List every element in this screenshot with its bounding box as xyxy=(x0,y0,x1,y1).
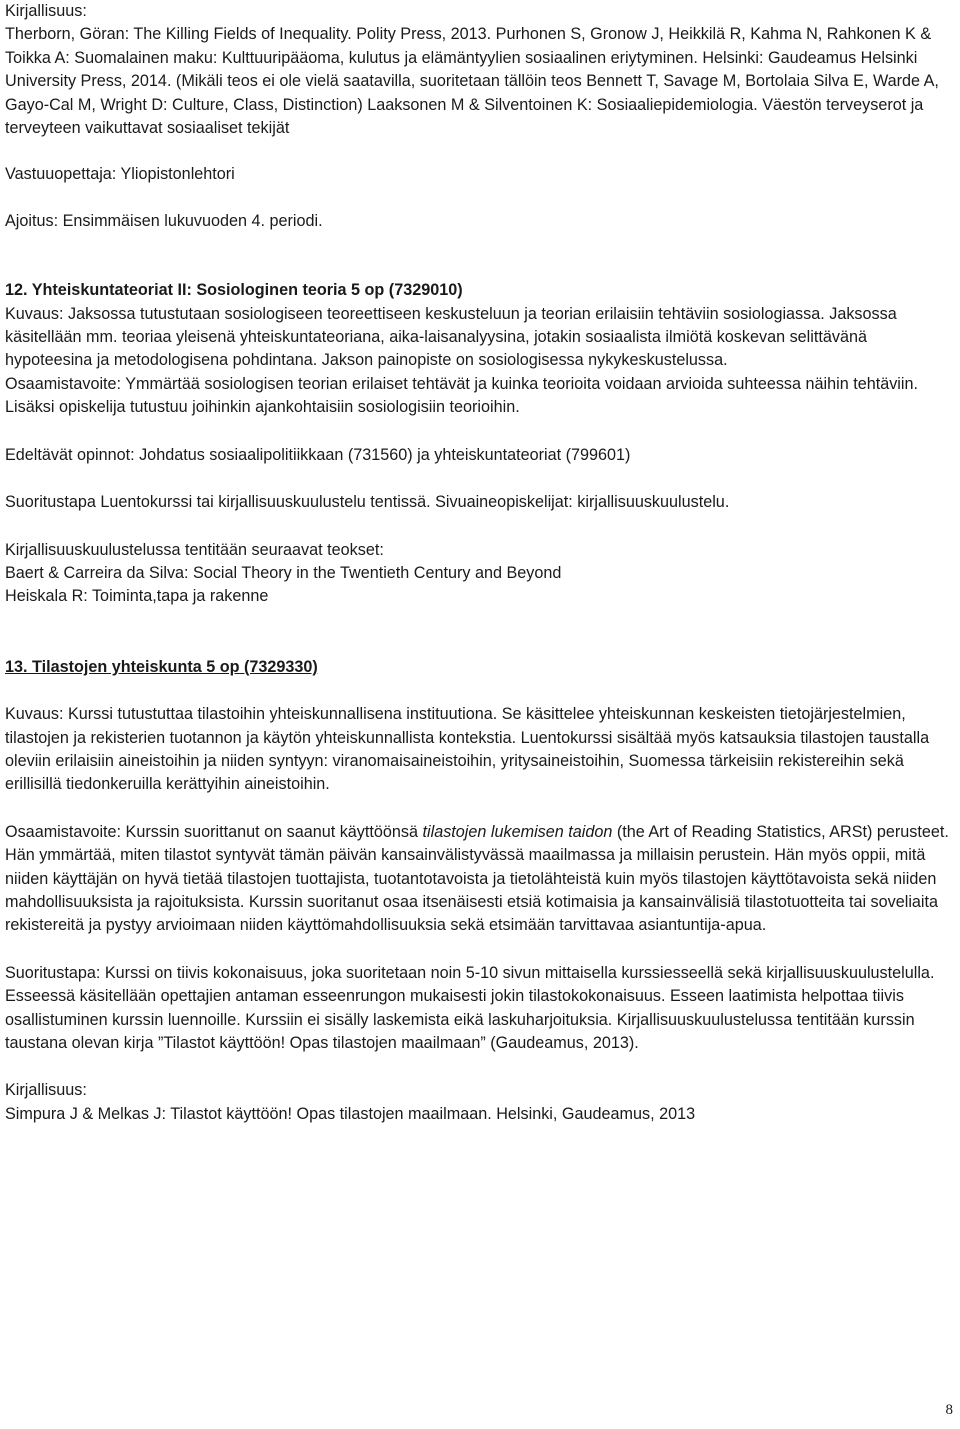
course-12-book-2: Heiskala R: Toiminta,tapa ja rakenne xyxy=(5,587,269,606)
course-13-objective xyxy=(5,821,950,938)
course-12-description: Kuvaus: Jaksossa tutustutaan sosiologiseen teoreettiseen keskusteluun ja teorian erilaisiin tehtäviin sosiologiassa. Jaksossa käsitellään mm. teoriaa yleisenä yhteiskuntateoriana, aika-laisanalyysina, jotakin sosiaalista ilmiötä koskevan selittävänä hypoteesina ja metodologisena pohdintana. Jakson painopiste on sosiologisessa nykykeskustelussa. xyxy=(5,304,897,370)
course-12-exam-books-label: Kirjallisuuskuulustelussa tentitään seuraavat teokset: xyxy=(5,540,384,559)
course-12-objective: Osaamistavoite: Ymmärtää sosiologisen teorian erilaiset tehtävät ja kuinka teorioita voidaan arvioida suhteessa näihin tehtäviin. Lisäksi opiskelija tutustuu joihinkin ajankohtaisiin sosiologisiin teorioihin. xyxy=(5,374,919,417)
course-13-literature-label: Kirjallisuus: xyxy=(5,1081,87,1100)
course-13-literature-text: Simpura J & Melkas J: Tilastot käyttöön! Opas tilastojen maailmaan. Helsinki, Gaudeamus, 2013 xyxy=(5,1104,696,1123)
course-12-completion: Suoritustapa Luentokurssi tai kirjallisuuskuulustelu tentissä. Sivuaineopiskelijat: kirjallisuuskuulustelu. xyxy=(5,493,730,512)
course-12-book-1: Baert & Carreira da Silva: Social Theory in the Twentieth Century and Beyond xyxy=(5,563,562,582)
course-12-number: 12. xyxy=(5,281,28,300)
course-13-completion: Suoritustapa: Kurssi on tiivis kokonaisuus, joka suoritetaan noin 5-10 sivun mittaisella kurssiesseellä sekä kirjallisuuskuulustelulla. Esseessä käsitellään opettajien antaman esseenrungon mukaisesti jokin tilastokokonaisuus. Esseen laatimista helpottaa tiivis osallistuminen kurssin luennoille. Kurssiin ei sisälly laskemista eikä laskuharjoituksia. Kirjallisuuskuulustelussa tentitään kurssin taustana olevan kirja ”Tilastot käyttöön! Opas tilastojen maailmaan” (Gaudeamus, 2013). xyxy=(5,963,935,1052)
literature-text: Therborn, Göran: The Killing Fields of Inequality. Polity Press, 2013. Purhonen S, Gronow J, Heikkilä R, Kahma N, Rahkonen K & Toikka A: Suomalainen maku: Kulttuuripääoma, kulutus ja elämäntyylien sosiaalinen eriytyminen. Helsinki: Gaudeamus Helsinki University Press, 2014. (Mikäli teos ei ole vielä saatavilla, suoritetaan tällöin teos Bennett T, Savage M, Bortolaia Silva E, Warde A, Gayo-Cal M, Wright D: Culture, Class, Distinction) Laaksonen M & Silventoinen K: Sosiaaliepidemiologia. Väestön terveyserot ja terveyteen vaikuttavat sosiaaliset tekijät xyxy=(5,25,939,138)
course-13-heading xyxy=(5,656,950,679)
page-number: 8 xyxy=(945,1402,953,1418)
course-13-title: Tilastojen yhteiskunta 5 op (7329330) xyxy=(32,657,318,676)
course-12-heading xyxy=(5,279,950,302)
responsible-teacher: Vastuuopettaja: Yliopistonlehtori xyxy=(5,165,235,184)
document-page xyxy=(5,0,950,1126)
course-12-prerequisites: Edeltävät opinnot: Johdatus sosiaalipolitiikkaan (731560) ja yhteiskuntateoriat (799601) xyxy=(5,445,631,464)
course-13-description: Kuvaus: Kurssi tutustuttaa tilastoihin yhteiskunnallisena instituutiona. Se käsittelee yhteiskunnan keskeisten tietojärjestelmien, tilastojen ja rekisterien tuotannon ja käytön yhteiskunnallista kontekstia. Luentokurssi sisältää myös katsauksia tilastojen taustalla oleviin erilaisiin aineistoihin ja niiden syntyyn: viranomaisaineistoihin, yritysaineistoihin, Suomessa tärkeisiin rekistereihin sekä erillisillä tiedonkeruilla kerättyihin aineistoihin. xyxy=(5,705,930,794)
course-13-objective-start: Osaamistavoite: Kurssin suorittanut on saanut käyttöönsä xyxy=(5,822,423,841)
course-13-objective-italic: tilastojen lukemisen taidon xyxy=(422,822,613,841)
course-13-objective-end: (the Art of Reading Statistics, ARSt) perusteet. Hän ymmärtää, miten tilastot syntyvät tämän päivän kansainvälistyvässä maailmassa ja millaisin perustein. Hän myös oppii, mitä niiden käyttäjän on hyvä tietää tilastojen tuottajista, tuotantotavoista ja tietolähteistä kuin myös tilastojen käyttötavoista sekä niiden mahdollisuuksista ja rajoituksista. Kurssin suoritanut osaa itsenäisesti etsiä kotimaisia ja kansainvälisiä tilastotuotteita tai soveliaita rekistereitä ja pystyy arvioimaan niiden käyttömahdollisuuksia sekä etsimään tarvittavaa asiantuntija-apua. xyxy=(5,822,949,935)
course-12-title: Yhteiskuntateoriat II: Sosiologinen teoria 5 op (7329010) xyxy=(31,281,463,300)
literature-label: Kirjallisuus: xyxy=(5,2,87,20)
course-13-number: 13. xyxy=(5,657,28,676)
timing: Ajoitus: Ensimmäisen lukuvuoden 4. periodi. xyxy=(5,211,323,230)
